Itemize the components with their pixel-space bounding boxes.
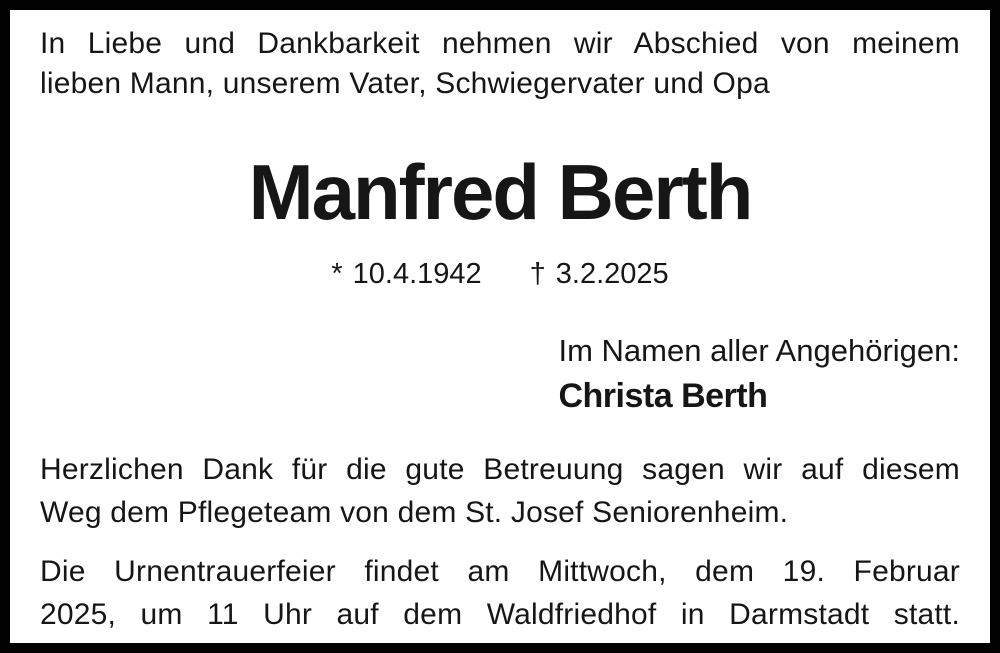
birth-date-group [331,256,481,292]
intro-line-2: lieben Mann, unserem Vater, Schwiegervater und Opa [40,67,770,100]
born-symbol: * [331,258,343,290]
dates-row [40,256,960,292]
thanks-paragraph [40,448,960,534]
died-symbol: † [529,258,546,290]
ceremony-paragraph [40,550,960,636]
death-date-group [530,256,669,292]
born-date: 10.4.1942 [352,258,482,290]
ceremony-line-2: 2025, um 11 Uhr auf dem Waldfriedhof in Darmstadt statt. [40,598,960,631]
ceremony-line-1: Die Urnentrauerfeier findet am Mittwoch, dem 19. Februar [40,555,960,588]
mourner-name: Christa Berth [558,377,768,415]
closing-line: Im Namen aller Angehörigen: [558,333,960,368]
deceased-name: Manfred Berth [248,148,752,236]
closing-block [40,328,960,418]
intro-line-1: In Liebe und Dankbarkeit nehmen wir Abschied von meinem [40,27,960,60]
closing-inner [558,328,960,418]
intro-paragraph [40,24,960,104]
thanks-line-1: Herzlichen Dank für die gute Betreuung sagen wir auf diesem [40,453,960,486]
thanks-line-2: Weg dem Pflegeteam von dem St. Josef Seniorenheim. [40,496,789,529]
died-date: 3.2.2025 [555,258,669,290]
